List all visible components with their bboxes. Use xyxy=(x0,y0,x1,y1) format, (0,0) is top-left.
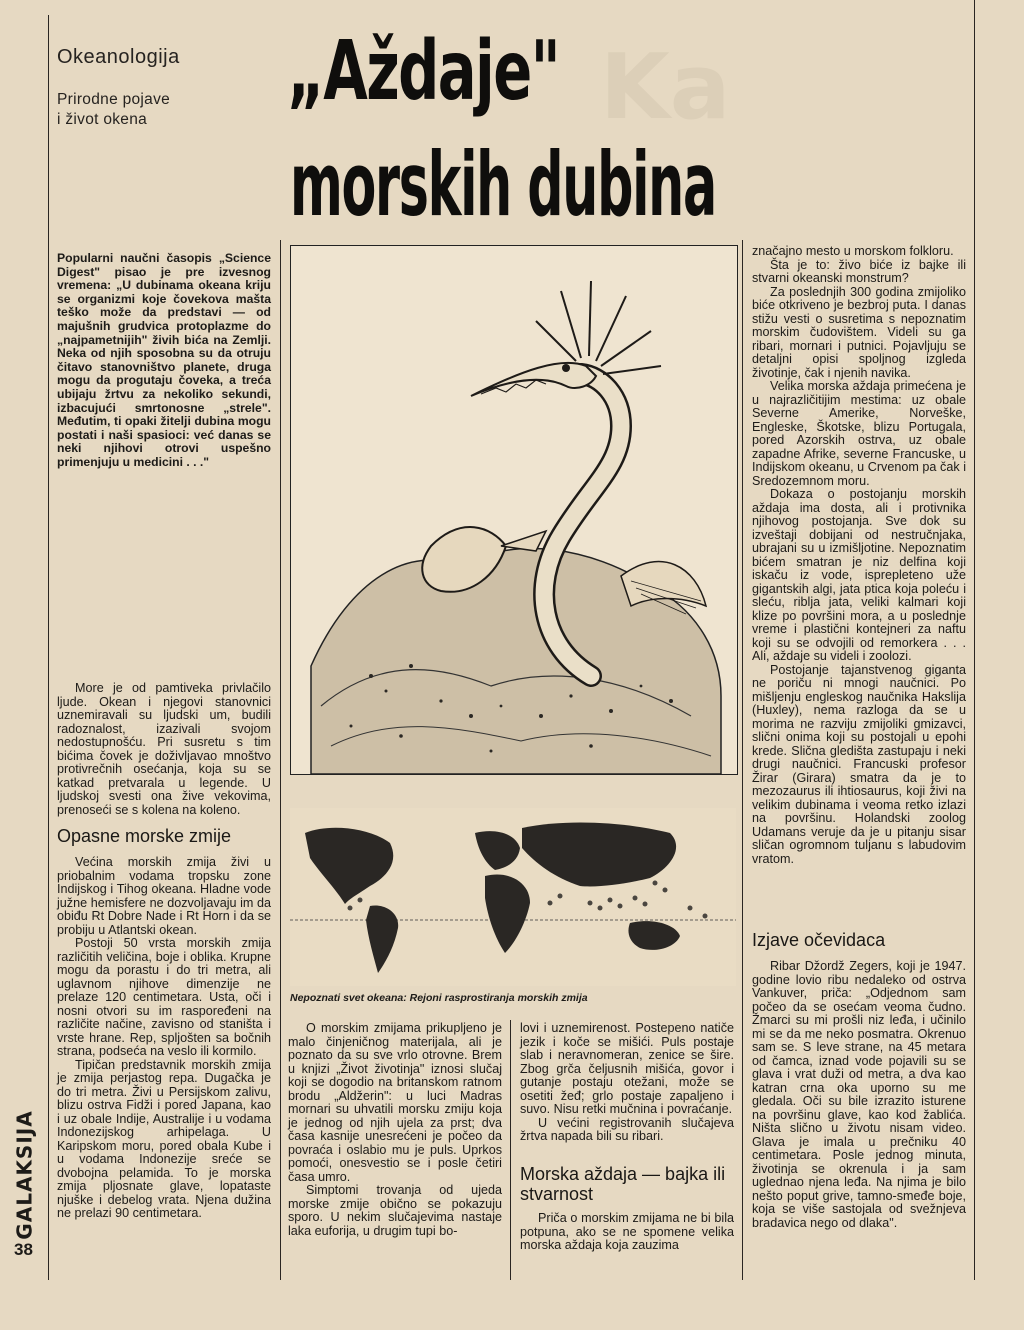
column-1-body xyxy=(57,856,271,1221)
paragraph: Postoji 50 vrsta morskih zmija različitih veličina, boje i oblika. Krupne mogu da porastu i do tri metra, ali uglavnom njihove dimenzije ne prelaze 120 centimetara. Usta, oči i nosni otvori su im raspoređeni na različite načine, zavisno od staništa i vrste hrane. Rep, spljošten sa bočnih strana, podseća na veslo ili kormilo. xyxy=(57,936,271,1058)
paragraph: O morskim zmijama prikupljeno je malo činjeničnog materijala, ali je poznato da su sve vrlo otrovne. Brem u knjizi „Život životinja" iznosi slučaj koji se dogodio na britanskom ratnom brodu „Aldžerin": u luci Madras mornari su uhvatili morsku zmiju koja je jednog od njih ujela za prst; dva časa kasnije unesrećeni je počeo da povraća i oslabio mu je puls. Uprkos pomoći, onesvestio se i posle četiri časa umro. xyxy=(288,1021,502,1184)
heading-izjave-ocevidaca: Izjave očevidaca xyxy=(752,930,886,950)
paragraph: Za poslednjih 300 godina zmijoliko biće otkriveno je bezbroj puta. I danas stižu vesti o susretima s nepoznatim morskim čudovištem. Videli su ga ribari, mornari i putnici. Pojavljuju se detaljni opisi spoljnog izgleda životinje, čak i njenih navika. xyxy=(752,284,966,380)
column-rule-3 xyxy=(742,240,743,1280)
paragraph: Šta je to: živo biće iz bajke ili stvarni okeanski monstrum? xyxy=(752,257,966,285)
show-through-text: Ka xyxy=(600,35,731,140)
paragraph: U većini registrovanih slučajeva žrtva napada bili su ribari. xyxy=(520,1115,734,1143)
magazine-name: GALAKSIJA xyxy=(13,1110,38,1240)
paragraph: Tipičan predstavnik morskih zmija je zmija perjastog repa. Dugačka je do tri metra. Živi u Persijskom zalivu, blizu ostrva Fidži i pored Japana, kao i uz obale Indije, Australije i u vodama Indonezijskog arhipelaga. U Karipskom moru, pored obala Kube i u vodama Indonezije sreće se dvobojna pelamida. To je morska zmija pljosnate glave, lopataste njuške i debelog vrata. Njena dužina ne prelazi 90 centimetara. xyxy=(57,1057,271,1220)
paragraph: More je od pamtiveka privlačilo ljude. Okean i njegovi stanovnici uznemiravali su ljudski um, budili radoznalost, izazivali svojom nedostupnošću. Pri susretu s tim bićima čovek je doživljavao mnoštvo protivrečnih osećanja, koja su se katkad pretvarala u legende. U ljudskoj svesti ona žive vekovima, prenoseći se s kolena na koleno. xyxy=(57,681,271,817)
distribution-map xyxy=(290,808,736,986)
page-number: 38 xyxy=(14,1240,33,1259)
map-caption: Nepoznati svet okeana: Rejoni rasprostiranja morskih zmija xyxy=(290,992,588,1004)
paragraph: Većina morskih zmija živi u priobalnim vodama tropsku zone Indijskog i Tihog okeana. Hladne vode južne hemisfere ne dozvoljavaju im da obiđu Rt Dobre Nade i Rt Horn i da se probiju u Atlantski okean. xyxy=(57,855,271,937)
column-4-body xyxy=(752,245,966,866)
intro-paragraph: Popularni naučni časopis „Science Digest" pisao je pre izvesnog vremena: „U dubinama okeana kriju se organizmi koje čovekova mašta teško može da predstavi — od majušnih grudvica protoplazme do „najpametnijih" živih bića na Zemlji. Neka od njih sposobna su da otruju čitavo stanovništvo planete, druga mogu da progutaju čoveka, a treća ubijaju žrtvu za nekoliko sekundi, izbacujući smrtonosne „strele". Međutim, ti opaki žitelji dubina mogu postati i naši spasioci: već danas se neki njihovi otrovi uspešno primenjuju u medicini . . ." xyxy=(57,251,271,469)
paragraph: Velika morska aždaja primećena je u najrazličitijim mestima: uz obale Severne Amerike, Norveške, Engleske, Škotske, blizu Portugala, pored Azorskih ostrva, uz obale zapadne Afrike, severne Francuske, u Indijskom okeanu, u Crvenom pa čak i Sredozemnom moru. xyxy=(752,379,966,488)
paragraph: značajno mesto u morskom folkloru. xyxy=(752,244,954,258)
paragraph: Postojanje tajanstvenog giganta ne poriču ni mnogi naučnici. Po mišljenju engleskog naučnika Hakslija (Huxley), nema razloga da se u morima ne razviju zmijoliki gmizavci, slični onima koji su postojali u epohi krede. Slična gledišta zastupaju i neki drugi naučnici. Francuski profesor Žirar (Girara) smatra da je to mezozaurus ili ihtiosaurus, koji živi na velikim dubinama i veoma retko izlazi na površinu. Holandski zoolog Udamans veruje da je u pitanju sisar sličan ogromnom tuljanu s labudovim vratom. xyxy=(752,662,966,866)
paragraph: Dokaza o postojanju morskih aždaja ima dosta, ali i protivnika njihovog postojanja. Sve dok su izveštaji dobijani od nestručnjaka, ubrajani su u izmišljotine. Nepoznatim bićem smatran je niz delfina koji iskaču iz vode, isprepleteno uže gigantskih algi, jata ptica koja poleću i sleću, riblja jata, veliki kalmari koji klize po površini mora, a u poslednje vreme i plastični kontejneri za naftu koji su se odvojili od remorkera . . . Ali, aždaje su videli i zoolozi. xyxy=(752,487,966,663)
headline-line-2: morskih dubina xyxy=(290,133,716,236)
column-4-after xyxy=(752,960,966,1230)
column-rule-2 xyxy=(510,1020,511,1280)
column-3-after xyxy=(520,1212,734,1253)
column-rule-right xyxy=(974,0,975,1280)
section-label: Okeanologija xyxy=(57,46,180,68)
heading-morska-azdaja: Morska aždaja — bajka ili stvarnost xyxy=(520,1164,726,1204)
dragon-illustration xyxy=(290,245,738,775)
headline-line-1: „Aždaje" xyxy=(287,24,560,119)
column-2-body xyxy=(288,1022,502,1238)
column-rule-1 xyxy=(280,240,281,1280)
paragraph: Ribar Džordž Zegers, koji je 1947. godine lovio ribu nedaleko od ostrva Vankuver, priča: „Odjednom sam počeo da se osećam veoma čudno. Žmarci su mi prošli niz leđa, i učinilo mi se da me neko posmatra. Okrenuo sam se. S leve strane, na 45 metara od čamca, iznad vode pojavili su se glava i vrat duži od metra, a dva kao katran crna oka uporno su me gledala. Oči su bile izrazito isturene na površinu glave, kao kod žablića. Ništa slično u životu nisam video. Glava je imala u prečniku 40 centimetara. Posle jednog minuta, životinja se okrenula i ja sam uglednao njena leđa. Na njima je bilo nešto poput grive, tamno-smeđe boje, koja se više sastojala od svežnjeva bradavica nego od dlaka". xyxy=(752,959,966,1230)
magazine-logo xyxy=(10,1110,40,1240)
section-subtitle: Prirodne pojave i život okena xyxy=(57,91,171,128)
paragraph: Simptomi trovanja od ujeda morske zmije obično se pokazuju sporo. U nekim slučajevima nastaje laka euforija, u drugim tupi bo- xyxy=(288,1183,502,1238)
world-map xyxy=(290,808,736,986)
column-1-text xyxy=(57,682,271,817)
column-3-body xyxy=(520,1022,734,1144)
paragraph: lovi i uznemirenost. Postepeno natiče jezik i koče se mišići. Puls postaje slab i neravnomeran, zenice se šire. Zbog grča čeljusnih mišića, govor i gutanje postaju otežani, može se osetiti žeđ; grlo postaje zapaljeno i suvo. Nisu retki mučnina i povraćanje. xyxy=(520,1021,734,1116)
column-rule-left xyxy=(48,15,49,1280)
sea-dragon-drawing xyxy=(291,246,737,774)
paragraph: Priča o morskim zmijama ne bi bila potpuna, ako se ne spomene velika morska aždaja koja zauzima xyxy=(520,1211,734,1252)
heading-opasne-morske-zmije: Opasne morske zmije xyxy=(57,826,232,846)
